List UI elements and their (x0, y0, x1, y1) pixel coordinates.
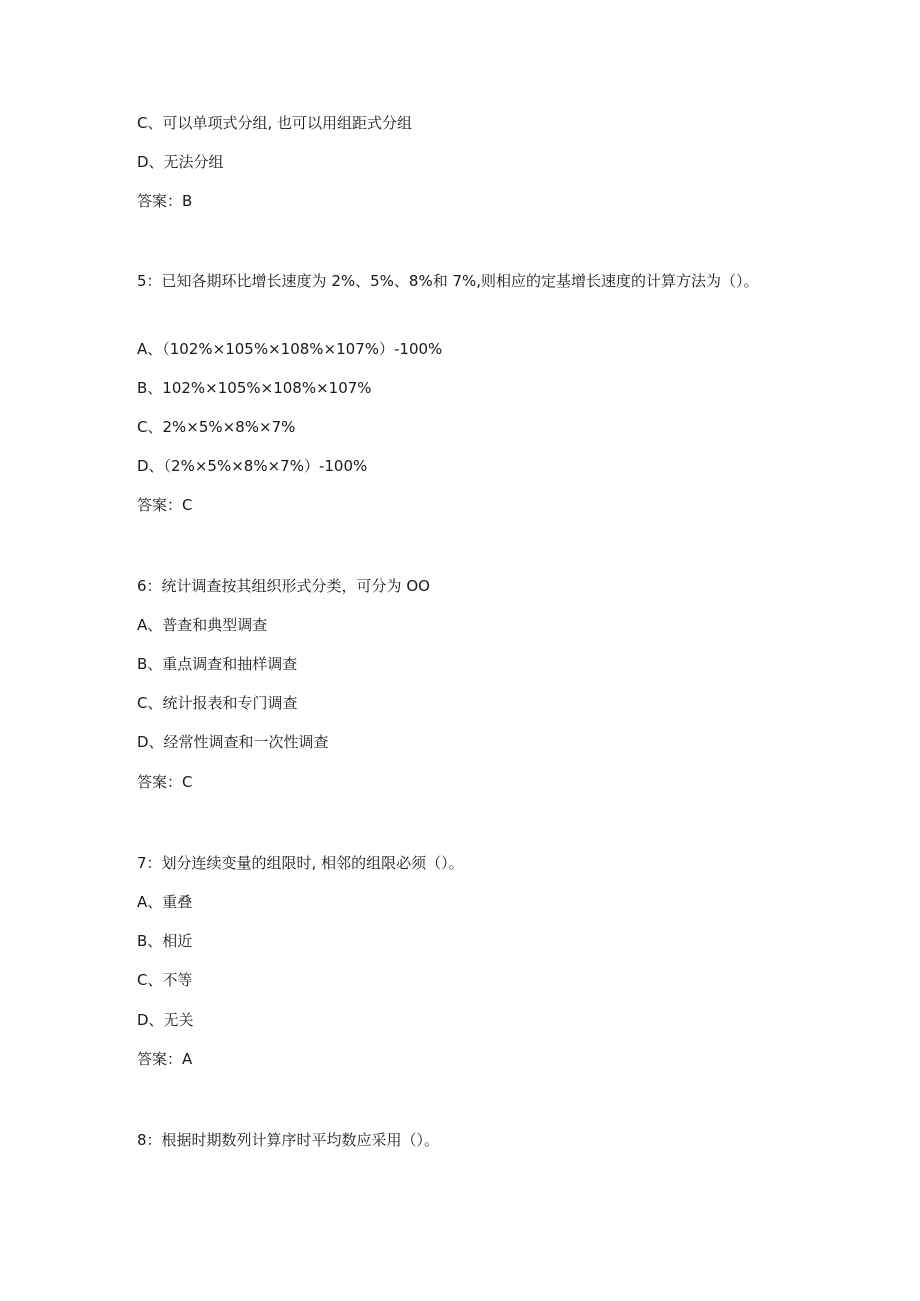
q7-option-d: D、无关 (137, 1011, 194, 1029)
q4-option-c: C、可以单项式分组, 也可以用组距式分组 (137, 114, 413, 132)
q7-option-c: C、不等 (137, 971, 193, 989)
q7-answer: 答案：A (137, 1050, 193, 1068)
q6-option-a: A、普查和典型调查 (137, 616, 268, 634)
q6-answer: 答案：C (137, 773, 193, 791)
q5-question: 5：已知各期环比增长速度为 2%、5%、8%和 7%,则相应的定基增长速度的计算方法为（）。 (137, 272, 759, 290)
q4-option-d: D、无法分组 (137, 153, 224, 171)
q6-option-c: C、统计报表和专门调查 (137, 694, 298, 712)
q5-option-a: A、（102%×105%×108%×107%）-100% (137, 340, 443, 358)
q4-answer: 答案：B (137, 192, 193, 210)
q7-question: 7：划分连续变量的组限时, 相邻的组限必须（）。 (137, 854, 464, 872)
q8-question: 8：根据时期数列计算序时平均数应采用（）。 (137, 1131, 440, 1149)
q5-option-c: C、2%×5%×8%×7% (137, 418, 296, 436)
q7-option-a: A、重叠 (137, 893, 193, 911)
q6-option-d: D、经常性调查和一次性调查 (137, 733, 329, 751)
q6-question: 6：统计调查按其组织形式分类，可分为 OO (137, 577, 430, 595)
q5-answer: 答案：C (137, 496, 193, 514)
q5-option-b: B、102%×105%×108%×107% (137, 379, 372, 397)
q6-option-b: B、重点调查和抽样调查 (137, 655, 298, 673)
q7-option-b: B、相近 (137, 932, 193, 950)
q5-option-d: D、（2%×5%×8%×7%）-100% (137, 457, 368, 475)
